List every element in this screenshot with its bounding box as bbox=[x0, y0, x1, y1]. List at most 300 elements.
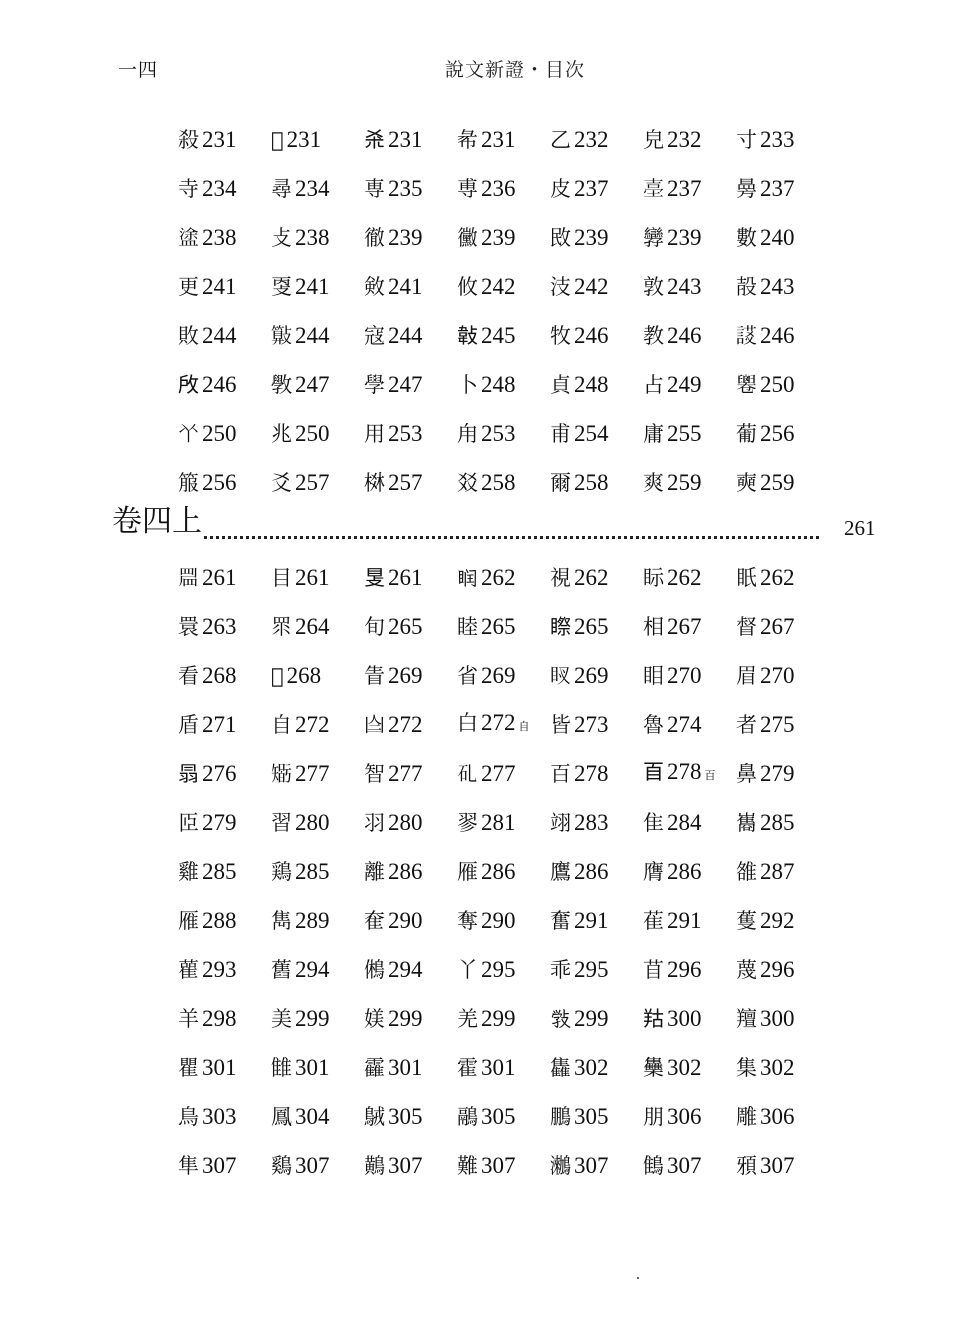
entry-page-number: 285 bbox=[202, 858, 237, 884]
index-row bbox=[178, 1141, 818, 1190]
index-entry bbox=[271, 125, 364, 155]
entry-page-number: 249 bbox=[667, 371, 702, 397]
entry-character: 𥉻 bbox=[550, 614, 571, 639]
entry-page-number: 275 bbox=[760, 711, 795, 737]
index-entry bbox=[457, 612, 550, 642]
entry-page-number: 239 bbox=[574, 224, 609, 250]
index-entry bbox=[178, 1053, 271, 1083]
index-entry bbox=[736, 563, 829, 593]
entry-page-number: 236 bbox=[481, 175, 516, 201]
index-entry bbox=[271, 612, 364, 642]
entry-page-number: 259 bbox=[667, 469, 702, 495]
index-entry bbox=[364, 1151, 457, 1181]
entry-page-number: 248 bbox=[574, 371, 609, 397]
index-entry bbox=[271, 661, 364, 691]
entry-page-number: 250 bbox=[760, 371, 795, 397]
entry-character: 𦍩 bbox=[643, 1006, 664, 1031]
entry-character: 兆 bbox=[271, 421, 292, 446]
entry-page-number: 253 bbox=[388, 420, 423, 446]
index-entry bbox=[271, 955, 364, 985]
index-entry bbox=[736, 125, 829, 155]
entry-page-number: 253 bbox=[481, 420, 516, 446]
entry-page-number: 286 bbox=[481, 858, 516, 884]
index-entry bbox=[178, 321, 271, 351]
entry-character: 斆 bbox=[271, 372, 292, 397]
index-entry bbox=[364, 563, 457, 593]
entry-page-number: 258 bbox=[481, 469, 516, 495]
entry-character: 㸚 bbox=[457, 470, 478, 495]
entry-page-number: 268 bbox=[286, 662, 322, 688]
entry-page-number: 305 bbox=[388, 1103, 423, 1129]
entry-page-number: 294 bbox=[388, 956, 423, 982]
entry-variant-note: 百 bbox=[704, 768, 716, 782]
index-entry bbox=[178, 223, 271, 253]
index-entry bbox=[457, 468, 550, 498]
entry-page-number: 256 bbox=[760, 420, 795, 446]
entry-page-number: 280 bbox=[295, 809, 330, 835]
index-entry bbox=[550, 661, 643, 691]
entry-page-number: 276 bbox=[202, 760, 237, 786]
entry-page-number: 284 bbox=[667, 809, 702, 835]
entry-page-number: 302 bbox=[667, 1054, 702, 1080]
index-entry bbox=[457, 1004, 550, 1034]
entry-character: 寇 bbox=[364, 323, 385, 348]
index-entry bbox=[178, 468, 271, 498]
entry-page-number: 267 bbox=[760, 613, 795, 639]
entry-page-number: 262 bbox=[760, 564, 795, 590]
entry-page-number: 263 bbox=[202, 613, 237, 639]
entry-character: 眔 bbox=[271, 614, 292, 639]
entry-character: 寸 bbox=[736, 127, 757, 152]
index-entry bbox=[364, 223, 457, 253]
entry-page-number: 238 bbox=[202, 224, 237, 250]
entry-character: 霍 bbox=[457, 1055, 478, 1080]
index-entry bbox=[550, 955, 643, 985]
entry-page-number: 239 bbox=[667, 224, 702, 250]
index-entry bbox=[364, 321, 457, 351]
entry-page-number: 307 bbox=[388, 1152, 423, 1178]
entry-page-number: 289 bbox=[295, 907, 330, 933]
entry-character: 苜 bbox=[643, 957, 664, 982]
index-entry bbox=[457, 223, 550, 253]
entry-character: 丫 bbox=[457, 957, 478, 982]
index-entry bbox=[271, 1053, 364, 1083]
entry-page-number: 294 bbox=[295, 956, 330, 982]
entry-character: 𥄗 bbox=[550, 663, 571, 688]
entry-page-number: 304 bbox=[295, 1103, 330, 1129]
entry-character: 白 bbox=[457, 710, 478, 735]
index-row bbox=[178, 994, 818, 1043]
entry-character: 寺 bbox=[178, 176, 199, 201]
entry-character: 葡 bbox=[736, 421, 757, 446]
entry-character: 教 bbox=[643, 323, 664, 348]
entry-page-number: 246 bbox=[760, 322, 795, 348]
index-entry bbox=[643, 1102, 736, 1132]
index-entry bbox=[550, 710, 643, 740]
index-entry bbox=[364, 370, 457, 400]
index-entry bbox=[550, 759, 643, 789]
entry-page-number: 307 bbox=[202, 1152, 237, 1178]
index-entry bbox=[643, 272, 736, 302]
entry-variant-note: 自 bbox=[518, 719, 530, 733]
entry-character: 乙 bbox=[550, 127, 571, 152]
index-entry bbox=[736, 1004, 829, 1034]
index-entry bbox=[178, 563, 271, 593]
index-row bbox=[178, 262, 818, 311]
index-entry bbox=[643, 612, 736, 642]
index-entry bbox=[550, 857, 643, 887]
entry-character: 蔑 bbox=[736, 957, 757, 982]
index-entry bbox=[643, 906, 736, 936]
index-entry bbox=[643, 955, 736, 985]
section-page-number: 261 bbox=[844, 516, 876, 540]
entry-page-number: 293 bbox=[202, 956, 237, 982]
index-row bbox=[178, 115, 818, 164]
entry-character: 爻 bbox=[271, 470, 292, 495]
entry-character: 難 bbox=[457, 1153, 478, 1178]
index-entry bbox=[736, 1102, 829, 1132]
index-entry bbox=[364, 857, 457, 887]
entry-page-number: 270 bbox=[667, 662, 702, 688]
index-entry bbox=[550, 906, 643, 936]
entry-page-number: 238 bbox=[295, 224, 330, 250]
entry-page-number: 265 bbox=[388, 613, 423, 639]
entry-page-number: 307 bbox=[481, 1152, 516, 1178]
index-entry bbox=[736, 955, 829, 985]
index-entry bbox=[178, 174, 271, 204]
index-entry bbox=[271, 906, 364, 936]
entry-character: 尋 bbox=[271, 176, 292, 201]
index-entry bbox=[271, 370, 364, 400]
index-entry bbox=[178, 710, 271, 740]
entry-character: 眉 bbox=[736, 663, 757, 688]
index-entry bbox=[736, 808, 829, 838]
entry-character: 𣀔 bbox=[271, 323, 292, 348]
entry-page-number: 234 bbox=[202, 175, 237, 201]
index-entry bbox=[364, 125, 457, 155]
entry-character: 攸 bbox=[457, 274, 478, 299]
entry-page-number: 287 bbox=[760, 858, 795, 884]
index-entry bbox=[178, 419, 271, 449]
index-entry bbox=[643, 710, 736, 740]
index-entry bbox=[364, 419, 457, 449]
section-heading bbox=[112, 502, 902, 552]
entry-character: 更 bbox=[178, 274, 199, 299]
entry-character: 㣇 bbox=[457, 127, 478, 152]
index-entry bbox=[736, 661, 829, 691]
entry-character: 雞 bbox=[178, 859, 199, 884]
entry-page-number: 269 bbox=[574, 662, 609, 688]
index-block-juan3 bbox=[178, 115, 818, 507]
entry-page-number: 301 bbox=[202, 1054, 237, 1080]
index-entry bbox=[736, 174, 829, 204]
entry-character: 旬 bbox=[364, 614, 385, 639]
entry-character: 羊 bbox=[178, 1006, 199, 1031]
entry-character: 専 bbox=[364, 176, 385, 201]
index-entry bbox=[550, 808, 643, 838]
entry-character: 牧 bbox=[550, 323, 571, 348]
index-entry bbox=[457, 272, 550, 302]
index-entry bbox=[178, 857, 271, 887]
index-entry bbox=[736, 710, 829, 740]
entry-character: 𢿋 bbox=[271, 127, 284, 152]
entry-page-number: 269 bbox=[481, 662, 516, 688]
entry-character: 皮 bbox=[550, 176, 571, 201]
entry-page-number: 256 bbox=[202, 469, 237, 495]
entry-page-number: 300 bbox=[760, 1005, 795, 1031]
entry-page-number: 257 bbox=[295, 469, 330, 495]
entry-character: 𢼄 bbox=[178, 372, 199, 397]
entry-page-number: 299 bbox=[481, 1005, 516, 1031]
entry-page-number: 262 bbox=[667, 564, 702, 590]
entry-character: 習 bbox=[271, 810, 292, 835]
entry-character: 𪀚 bbox=[364, 1104, 385, 1129]
index-row bbox=[178, 458, 818, 507]
entry-character: 者 bbox=[736, 712, 757, 737]
index-entry bbox=[364, 174, 457, 204]
entry-page-number: 270 bbox=[760, 662, 795, 688]
entry-page-number: 307 bbox=[760, 1152, 795, 1178]
entry-page-number: 244 bbox=[202, 322, 237, 348]
entry-character: 敃 bbox=[550, 225, 571, 250]
entry-page-number: 246 bbox=[202, 371, 237, 397]
entry-character: 鼻 bbox=[736, 761, 757, 786]
index-row bbox=[178, 945, 818, 994]
entry-page-number: 231 bbox=[286, 126, 322, 152]
index-entry bbox=[550, 174, 643, 204]
entry-character: 㪅 bbox=[271, 274, 292, 299]
entry-character: 眎 bbox=[643, 565, 664, 590]
entry-page-number: 277 bbox=[388, 760, 423, 786]
index-entry bbox=[550, 1053, 643, 1083]
index-entry bbox=[457, 125, 550, 155]
entry-character: 眂 bbox=[736, 565, 757, 590]
entry-character: 𥆞 bbox=[178, 565, 199, 590]
entry-page-number: 232 bbox=[574, 126, 609, 152]
entry-page-number: 267 bbox=[667, 613, 702, 639]
index-entry bbox=[457, 661, 550, 691]
entry-character: 媄 bbox=[364, 1006, 385, 1031]
entry-page-number: 286 bbox=[667, 858, 702, 884]
entry-character: 智 bbox=[364, 761, 385, 786]
entry-character: 𥏼 bbox=[271, 761, 292, 786]
entry-character: 䀠 bbox=[643, 663, 664, 688]
entry-page-number: 296 bbox=[760, 956, 795, 982]
entry-character: 貞 bbox=[550, 372, 571, 397]
entry-character: 𢽾 bbox=[550, 1006, 571, 1031]
index-entry bbox=[178, 759, 271, 789]
entry-page-number: 286 bbox=[574, 858, 609, 884]
entry-page-number: 273 bbox=[574, 711, 609, 737]
entry-character: 學 bbox=[364, 372, 385, 397]
index-entry bbox=[550, 612, 643, 642]
entry-character: 㝈 bbox=[643, 225, 664, 250]
entry-character: 奪 bbox=[457, 908, 478, 933]
entry-character: 離 bbox=[364, 859, 385, 884]
entry-character: 督 bbox=[736, 614, 757, 639]
index-entry bbox=[643, 419, 736, 449]
entry-page-number: 233 bbox=[760, 126, 795, 152]
entry-page-number: 232 bbox=[667, 126, 702, 152]
index-entry bbox=[643, 223, 736, 253]
index-entry bbox=[736, 272, 829, 302]
index-row bbox=[178, 749, 818, 798]
index-row bbox=[178, 896, 818, 945]
entry-character: 視 bbox=[550, 565, 571, 590]
entry-character: 𦣹 bbox=[364, 712, 385, 737]
entry-page-number: 306 bbox=[760, 1103, 795, 1129]
entry-character: 美 bbox=[271, 1006, 292, 1031]
index-entry bbox=[178, 1102, 271, 1132]
entry-character: 占 bbox=[643, 372, 664, 397]
entry-page-number: 265 bbox=[481, 613, 516, 639]
entry-page-number: 250 bbox=[295, 420, 330, 446]
entry-character: 鶏 bbox=[271, 859, 292, 884]
entry-character: 𥐕 bbox=[457, 761, 478, 786]
entry-character: 羶 bbox=[736, 1006, 757, 1031]
entry-character: 膺 bbox=[643, 859, 664, 884]
index-entry bbox=[364, 710, 457, 740]
entry-character: 爾 bbox=[550, 470, 571, 495]
entry-page-number: 274 bbox=[667, 711, 702, 737]
entry-character: 隼 bbox=[178, 1153, 199, 1178]
index-entry bbox=[364, 661, 457, 691]
entry-character: 䳡 bbox=[643, 1153, 664, 1178]
index-entry bbox=[178, 906, 271, 936]
entry-character: 靃 bbox=[364, 1055, 385, 1080]
index-entry bbox=[643, 563, 736, 593]
index-entry bbox=[364, 759, 457, 789]
index-entry bbox=[178, 125, 271, 155]
entry-character: 雒 bbox=[736, 859, 757, 884]
index-entry bbox=[364, 955, 457, 985]
entry-character: 雥 bbox=[550, 1055, 571, 1080]
entry-page-number: 257 bbox=[388, 469, 423, 495]
index-row bbox=[178, 700, 818, 749]
entry-character: 隹 bbox=[643, 810, 664, 835]
index-entry bbox=[736, 223, 829, 253]
index-entry bbox=[643, 370, 736, 400]
index-entry bbox=[736, 759, 829, 789]
index-entry bbox=[736, 857, 829, 887]
index-entry bbox=[736, 1053, 829, 1083]
index-entry bbox=[364, 468, 457, 498]
entry-page-number: 259 bbox=[760, 469, 795, 495]
index-entry bbox=[271, 419, 364, 449]
entry-character: 𦣻 bbox=[643, 759, 664, 784]
index-block-juan4-upper bbox=[178, 553, 818, 1190]
index-entry bbox=[457, 708, 550, 742]
entry-character: 鷹 bbox=[550, 859, 571, 884]
entry-character: 鷊 bbox=[457, 1104, 478, 1129]
index-entry bbox=[457, 857, 550, 887]
index-entry bbox=[457, 1053, 550, 1083]
entry-character: 𢾁 bbox=[457, 323, 478, 348]
entry-page-number: 231 bbox=[388, 126, 423, 152]
entry-page-number: 299 bbox=[388, 1005, 423, 1031]
entry-page-number: 241 bbox=[295, 273, 330, 299]
index-row bbox=[178, 1092, 818, 1141]
index-entry bbox=[643, 125, 736, 155]
entry-page-number: 265 bbox=[574, 613, 609, 639]
entry-page-number: 237 bbox=[667, 175, 702, 201]
entry-page-number: 291 bbox=[574, 907, 609, 933]
index-entry bbox=[643, 808, 736, 838]
section-title: 卷四上 bbox=[112, 504, 202, 539]
index-entry bbox=[643, 661, 736, 691]
entry-page-number: 281 bbox=[481, 809, 516, 835]
entry-character: 攴 bbox=[271, 225, 292, 250]
index-entry bbox=[550, 563, 643, 593]
entry-character: 瞿 bbox=[178, 1055, 199, 1080]
index-entry bbox=[457, 1102, 550, 1132]
entry-character: 皆 bbox=[550, 712, 571, 737]
index-entry bbox=[457, 174, 550, 204]
entry-page-number: 240 bbox=[760, 224, 795, 250]
index-entry bbox=[736, 468, 829, 498]
entry-character: 𪆵 bbox=[550, 1153, 571, 1178]
index-entry bbox=[271, 808, 364, 838]
entry-page-number: 296 bbox=[667, 956, 702, 982]
entry-page-number: 299 bbox=[574, 1005, 609, 1031]
index-entry bbox=[643, 757, 736, 791]
entry-page-number: 301 bbox=[481, 1054, 516, 1080]
entry-page-number: 299 bbox=[295, 1005, 330, 1031]
index-entry bbox=[457, 759, 550, 789]
entry-character: 鵬 bbox=[550, 1104, 571, 1129]
entry-character: 甫 bbox=[550, 421, 571, 446]
entry-page-number: 242 bbox=[574, 273, 609, 299]
entry-character: 雕 bbox=[736, 1104, 757, 1129]
entry-page-number: 241 bbox=[202, 273, 237, 299]
entry-character: 黴 bbox=[457, 225, 478, 250]
entry-character: 𥆧 bbox=[457, 565, 478, 590]
entry-page-number: 272 bbox=[295, 711, 330, 737]
dot-leader bbox=[204, 502, 819, 539]
index-entry bbox=[643, 857, 736, 887]
entry-page-number: 280 bbox=[388, 809, 423, 835]
entry-page-number: 277 bbox=[295, 760, 330, 786]
index-row bbox=[178, 553, 818, 602]
entry-character: 𠨧 bbox=[736, 372, 757, 397]
index-entry bbox=[736, 1151, 829, 1181]
entry-page-number: 307 bbox=[295, 1152, 330, 1178]
entry-page-number: 241 bbox=[388, 273, 423, 299]
entry-character: 𩏽 bbox=[271, 663, 284, 688]
index-row bbox=[178, 213, 818, 262]
entry-page-number: 301 bbox=[388, 1054, 423, 1080]
entry-character: 雔 bbox=[271, 1055, 292, 1080]
index-entry bbox=[364, 1004, 457, 1034]
index-entry bbox=[271, 321, 364, 351]
entry-character: 舊 bbox=[271, 957, 292, 982]
entry-character: 集 bbox=[736, 1055, 757, 1080]
entry-character: 數 bbox=[736, 225, 757, 250]
entry-page-number: 290 bbox=[388, 907, 423, 933]
entry-page-number: 246 bbox=[574, 322, 609, 348]
entry-page-number: 279 bbox=[202, 809, 237, 835]
entry-page-number: 301 bbox=[295, 1054, 330, 1080]
entry-page-number: 290 bbox=[481, 907, 516, 933]
index-entry bbox=[550, 468, 643, 498]
entry-page-number: 300 bbox=[667, 1005, 702, 1031]
index-entry bbox=[271, 710, 364, 740]
entry-page-number: 302 bbox=[574, 1054, 609, 1080]
entry-page-number: 285 bbox=[295, 858, 330, 884]
index-entry bbox=[643, 321, 736, 351]
index-entry bbox=[178, 955, 271, 985]
entry-page-number: 306 bbox=[667, 1103, 702, 1129]
